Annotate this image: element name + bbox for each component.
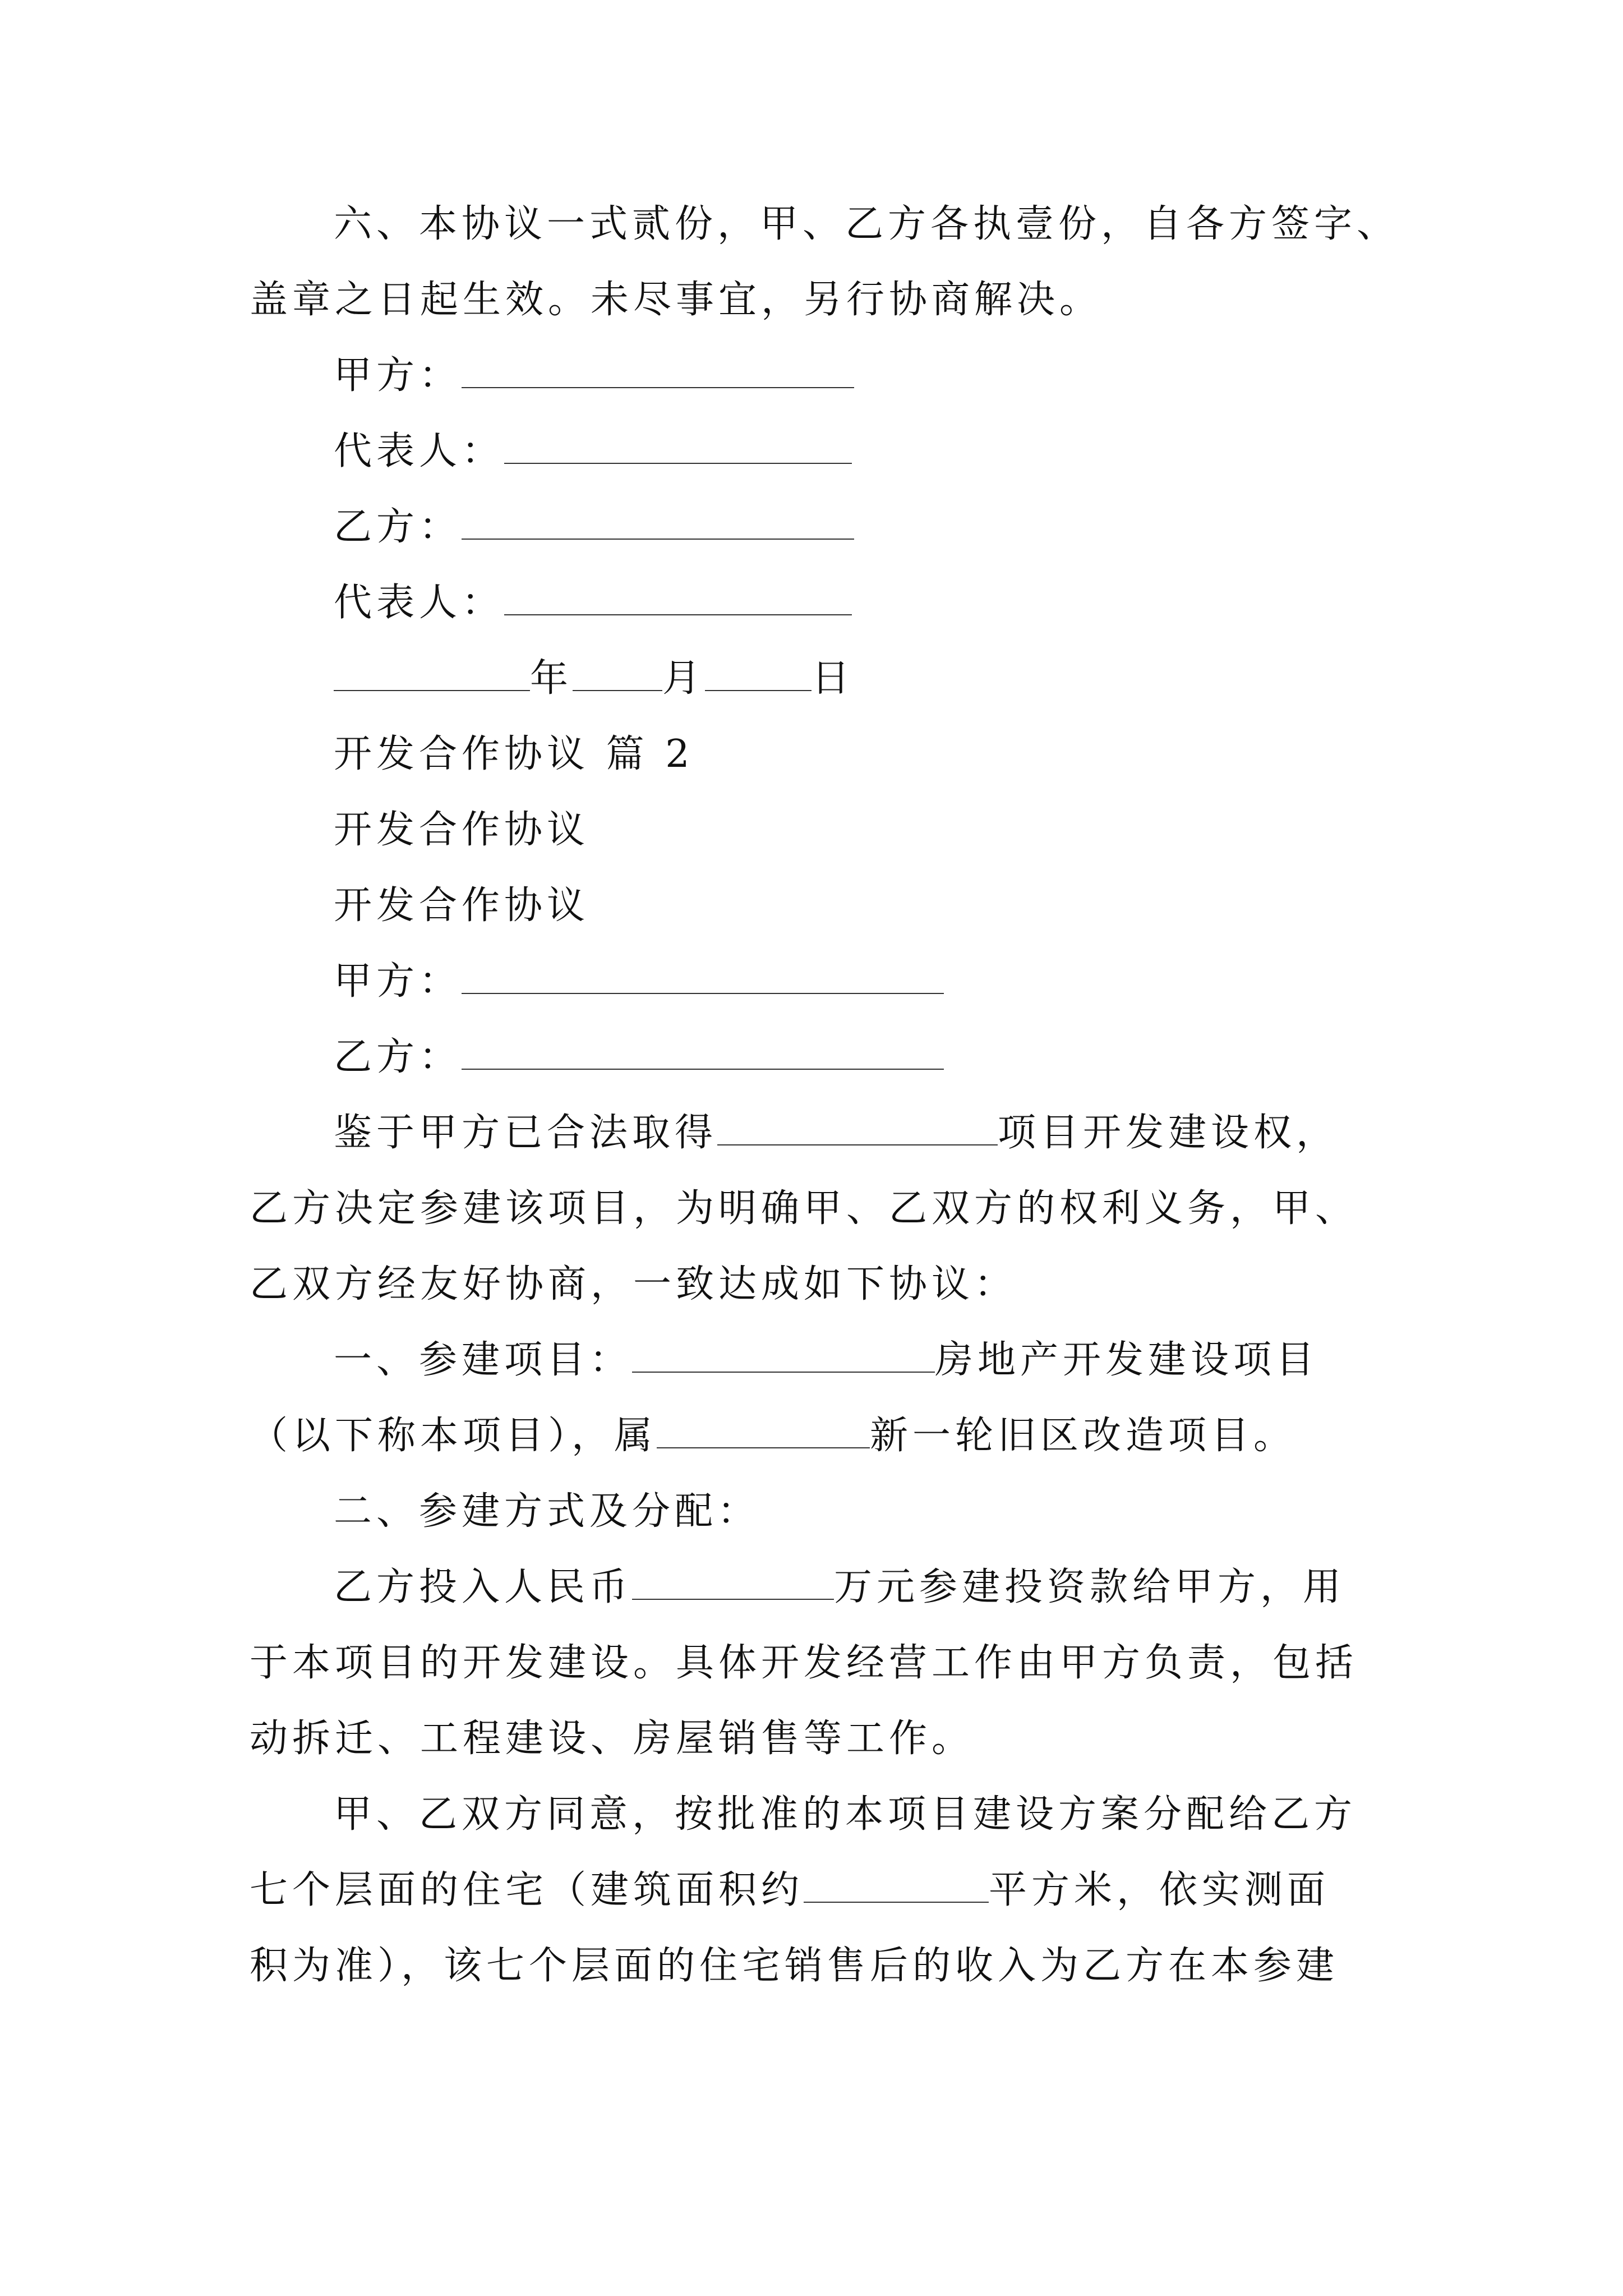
area-blank [804,1868,989,1903]
signature-rep-a-blank [504,429,852,464]
signature-party-b-label: 乙方： [334,505,462,549]
part2-heading-text: 开发合作协议 篇 2 [334,732,694,776]
agreement-title-1-text: 开发合作协议 [334,808,590,852]
section2-p2-line3-text: 积为准），该七个层面的住宅销售后的收入为乙方在本参建 [250,1944,1339,1988]
party-a-blank [462,959,944,994]
section2-p1-line2-text: 于本项目的开发建设。具体开发经营工作由甲方负责，包括 [250,1641,1358,1685]
date-day-blank [705,656,811,691]
section1-line2-post-text: 新一轮旧区改造项目。 [870,1414,1297,1458]
project-blank [632,1338,935,1373]
clause-six-line2 [250,275,1102,325]
party-a-line [334,956,944,1007]
signature-date [334,654,854,704]
section2-p1-line2 [250,1638,1358,1688]
section2-p2-line2-pre-text: 七个层面的住宅（建筑面积约 [250,1868,804,1912]
agreement-title-1 [334,805,589,855]
date-month-blank [573,656,662,691]
intro-line3-text: 乙双方经友好协商，一致达成如下协议： [250,1262,1017,1306]
section2-heading-text: 二、参建方式及分配： [334,1489,760,1534]
signature-rep-a [334,426,852,477]
district-blank [657,1414,870,1448]
clause-six-line1 [334,199,1399,250]
date-year-blank [334,656,530,691]
section2-p2-line2-post-text: 平方米，依实测面 [989,1868,1330,1912]
date-month-label: 月 [662,656,706,701]
date-day-label: 日 [811,656,855,701]
section2-p1-post-text: 万元参建投资款给甲方，用 [834,1565,1346,1609]
part2-heading [334,729,694,780]
section2-p2-line2 [250,1865,1330,1916]
intro-line3 [250,1259,1017,1310]
agreement-title-2-text: 开发合作协议 [334,884,590,928]
section2-p1-line3 [250,1714,974,1764]
section2-heading [334,1487,760,1537]
intro-line1 [334,1108,1339,1158]
clause-six-text-cont: 盖章之日起生效。未尽事宜，另行协商解决。 [250,278,1103,322]
section1-line2 [250,1411,1296,1461]
section2-p2-line3 [250,1941,1339,1991]
section2-p1-line3-text: 动拆迁、工程建设、房屋销售等工作。 [250,1717,975,1761]
party-a-label: 甲方： [334,959,462,1004]
date-year-label: 年 [530,656,573,701]
party-b-blank [462,1035,944,1070]
section2-p1-line1 [334,1562,1345,1613]
signature-party-b [334,502,854,553]
signature-party-a-blank [462,353,854,388]
party-b-label: 乙方： [334,1035,462,1079]
section2-p2-line1 [334,1789,1357,1840]
signature-rep-b-blank [504,581,852,615]
signature-party-a-label: 甲方： [334,353,462,398]
signature-rep-a-label: 代表人： [334,429,505,473]
intro-pre-text: 鉴于甲方已合法取得 [334,1111,718,1155]
party-b-line [334,1032,944,1083]
intro-line2-text: 乙方决定参建该项目，为明确甲、乙双方的权利义务，甲、 [250,1186,1358,1231]
clause-six-text: 六、本协议一式贰份，甲、乙方各执壹份，自各方签字、 [334,202,1400,246]
section1-line2-pre-text: （以下称本项目），属 [250,1414,657,1458]
signature-party-a [334,351,854,401]
section1-pre-text: 一、参建项目： [334,1338,633,1382]
section2-p2-line1-text: 甲、乙双方同意，按批准的本项目建设方案分配给乙方 [334,1792,1357,1837]
project-name-blank [717,1111,998,1145]
section1-post-text: 房地产开发建设项目 [935,1338,1319,1382]
intro-post-text: 项目开发建设权， [998,1111,1339,1155]
signature-party-b-blank [462,505,854,540]
intro-line2 [250,1184,1358,1234]
amount-blank [632,1565,834,1600]
agreement-title-2 [334,881,589,931]
signature-rep-b [334,578,852,628]
section2-p1-pre-text: 乙方投入人民币 [334,1565,633,1609]
section1-line1 [334,1335,1318,1386]
signature-rep-b-label: 代表人： [334,581,505,625]
